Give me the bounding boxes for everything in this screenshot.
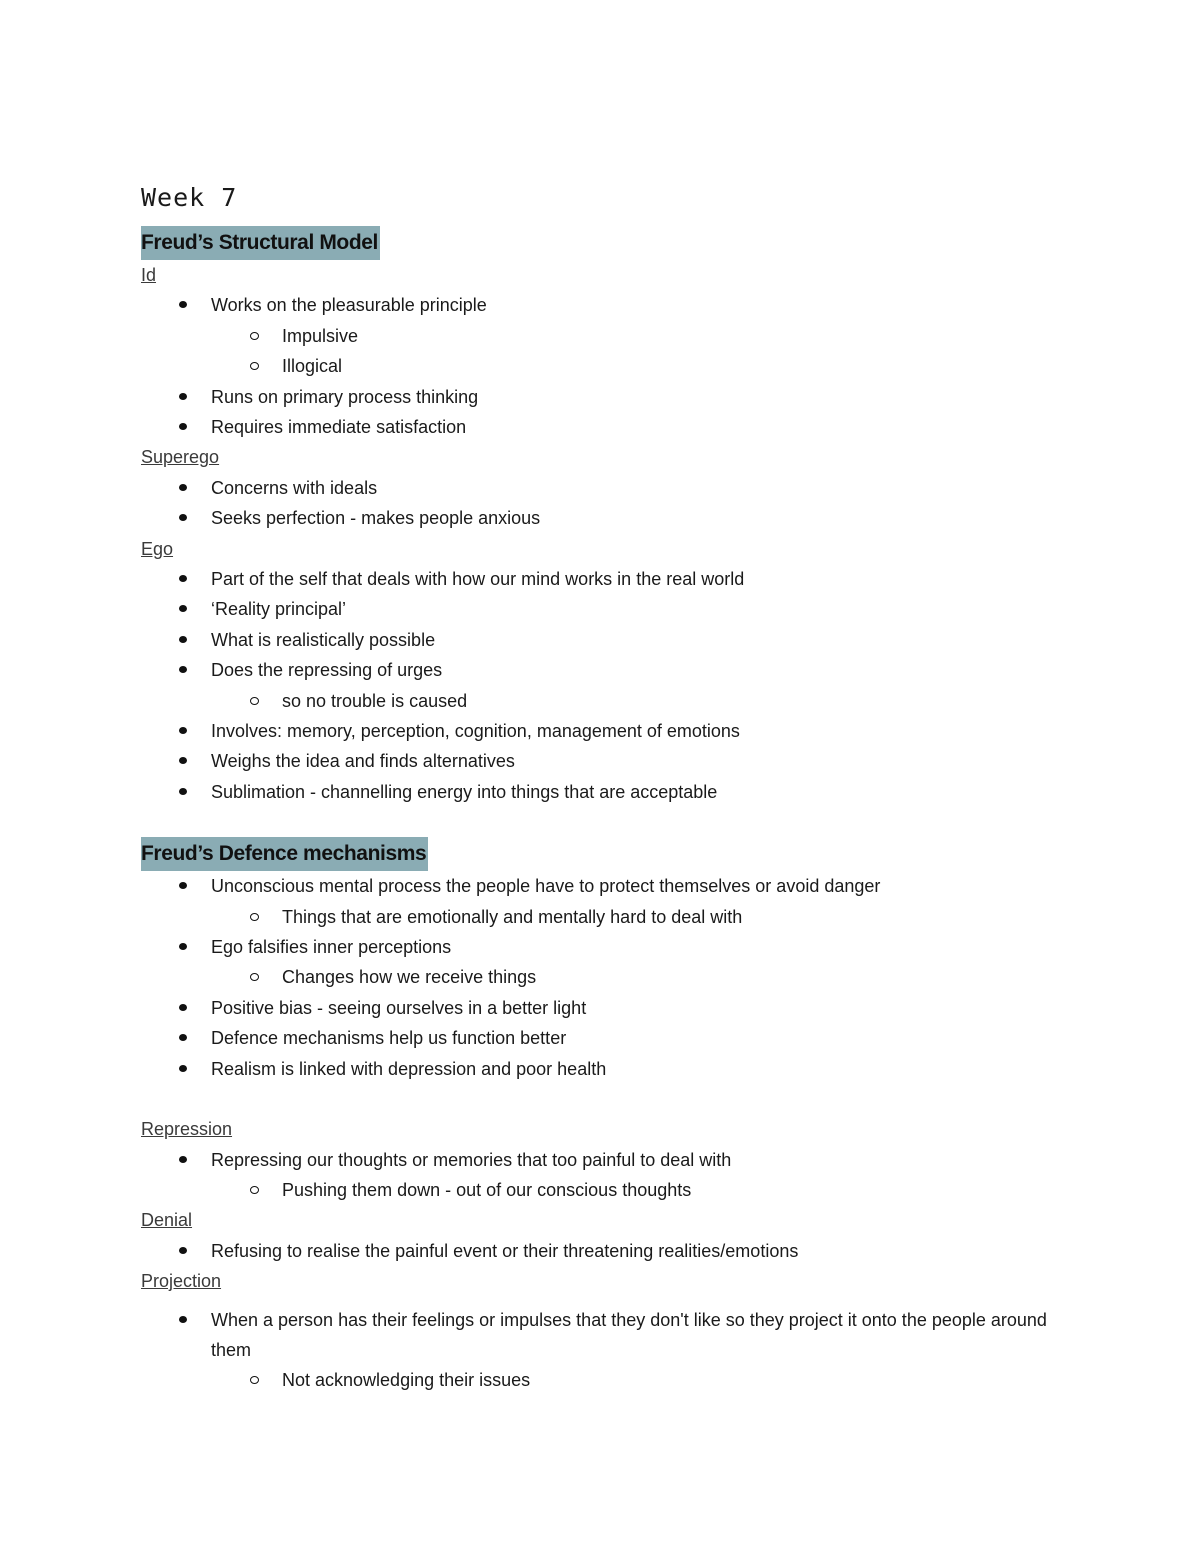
section-heading-defence-mechanisms: Freud’s Defence mechanisms xyxy=(141,837,428,871)
defence-list xyxy=(141,871,1061,1084)
list-subitem: Illogical xyxy=(141,351,1061,381)
list-subitem: Impulsive xyxy=(141,321,1061,351)
subheading-projection: Projection xyxy=(141,1271,222,1292)
denial-list xyxy=(141,1236,1061,1266)
list-item: Seeks perfection - makes people anxious xyxy=(141,503,1061,533)
projection-list xyxy=(141,1305,1061,1396)
list-subitem: so no trouble is caused xyxy=(141,686,1061,716)
subheading-repression: Repression xyxy=(141,1119,233,1140)
list-item: Requires immediate satisfaction xyxy=(141,412,1061,442)
list-item: When a person has their feelings or impulses that they don't like so they project it onto the people around them xyxy=(141,1305,1061,1366)
superego-list xyxy=(141,473,1061,534)
list-item: Does the repressing of urges xyxy=(141,655,1061,685)
list-item: Positive bias - seeing ourselves in a better light xyxy=(141,993,1061,1023)
list-item: Works on the pleasurable principle xyxy=(141,290,1061,320)
list-item: Runs on primary process thinking xyxy=(141,382,1061,412)
list-item: What is realistically possible xyxy=(141,625,1061,655)
list-item: Defence mechanisms help us function better xyxy=(141,1023,1061,1053)
document-title: Week 7 xyxy=(141,183,238,212)
list-subitem: Things that are emotionally and mentally hard to deal with xyxy=(141,902,1061,932)
id-list xyxy=(141,290,1061,442)
list-item: Part of the self that deals with how our mind works in the real world xyxy=(141,564,1061,594)
list-item: Weighs the idea and finds alternatives xyxy=(141,746,1061,776)
list-subitem: Not acknowledging their issues xyxy=(141,1365,1061,1395)
list-item: Ego falsifies inner perceptions xyxy=(141,932,1061,962)
ego-list xyxy=(141,564,1061,807)
subheading-id: Id xyxy=(141,265,157,285)
list-item: Repressing our thoughts or memories that too painful to deal with xyxy=(141,1145,1061,1175)
subheading-ego: Ego xyxy=(141,538,174,559)
subheading-denial: Denial xyxy=(141,1210,193,1231)
list-item: Realism is linked with depression and poor health xyxy=(141,1054,1061,1084)
section-heading-structural-model: Freud’s Structural Model xyxy=(141,226,380,260)
subheading-superego: Superego xyxy=(141,447,220,468)
repression-list xyxy=(141,1145,1061,1206)
list-item: Involves: memory, perception, cognition, management of emotions xyxy=(141,716,1061,746)
document-page xyxy=(141,178,1061,1396)
list-item: Refusing to realise the painful event or their threatening realities/emotions xyxy=(141,1236,1061,1266)
list-item: ‘Reality principal’ xyxy=(141,594,1061,624)
list-subitem: Changes how we receive things xyxy=(141,962,1061,992)
list-item: Concerns with ideals xyxy=(141,473,1061,503)
list-item: Unconscious mental process the people have to protect themselves or avoid danger xyxy=(141,871,1061,901)
list-subitem: Pushing them down - out of our conscious thoughts xyxy=(141,1175,1061,1205)
list-item: Sublimation - channelling energy into things that are acceptable xyxy=(141,777,1061,807)
